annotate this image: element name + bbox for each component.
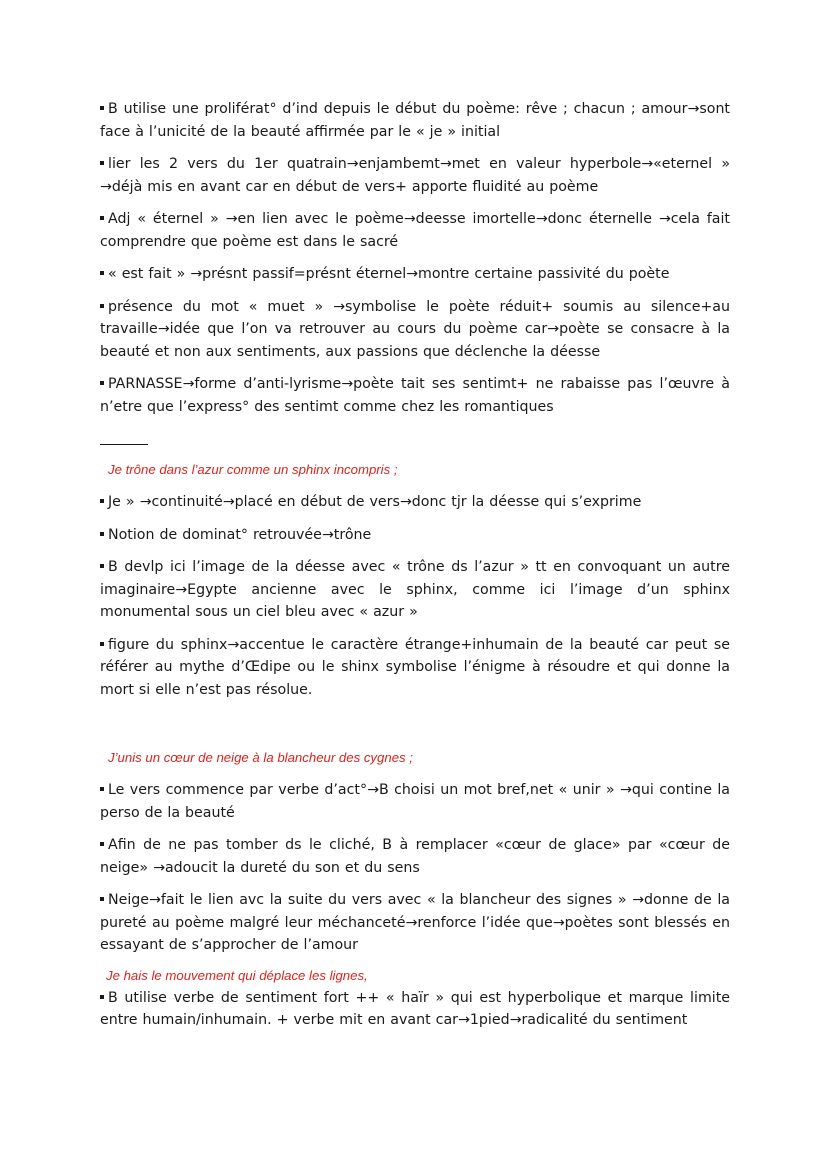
square-bullet-icon [100,161,104,165]
bullet-1-4: « est fait » →présnt passif=présnt éternel→montre certaine passivité du poète [100,263,730,286]
square-bullet-icon [100,642,104,646]
square-bullet-icon [100,271,104,275]
bullet-4-1: B utilise verbe de sentiment fort ++ « haïr » qui est hyperbolique et marque limite entre humain/inhumain. + verbe mit en avant car→1pied→radicalité du sentiment [100,989,730,1028]
square-bullet-icon [100,381,104,385]
square-bullet-icon [100,564,104,568]
bullet-1-2: lier les 2 vers du 1er quatrain→enjambemt→met en valeur hyperbole→«eternel » →déjà mis en avant car en début de vers+ apporte fluidité au poème [100,156,730,195]
bullet-1-5: présence du mot « muet » →symbolise le poète réduit+ soumis au silence+au travaille→idée que l’on va retrouver au cours du poème car→poète se consacre à la beauté et non aux sentiments, aux passions que déclenche la déesse [100,298,730,360]
square-bullet-icon [100,897,104,901]
bullet-3-3: Neige→fait le lien avc la suite du vers avec « la blancheur des signes » →donne de la pureté au poème malgré leur méchanceté→renforce l’idée que→poètes sont blessés en essayant de s’approcher de l’amour [100,892,730,953]
square-bullet-icon [100,532,104,536]
bullet-1-6: PARNASSE→forme d’anti-lyrisme→poète tait ses sentimt+ ne rabaisse pas l’œuvre à n’etre que l’express° des sentimt comme chez les romantiques [100,376,730,415]
verse-quote: J’unis un cœur de neige à la blancheur des cygnes ; [108,750,413,765]
verse-quote: Je trône dans l’azur comme un sphinx incompris ; [108,462,398,477]
bullet-2-4: figure du sphinx→accentue le caractère étrange+inhumain de la beauté car peut se référer au mythe d’Œdipe ou le shinx symbolise l’énigme à résoudre et qui donne la mort si elle n’est pas résolue. [100,636,730,698]
divider-line [100,444,148,445]
square-bullet-icon [100,995,104,999]
bullet-3-1: Le vers commence par verbe d’act°→B choisi un mot bref,net « unir » →qui contine la perso de la beauté [100,782,730,821]
square-bullet-icon [100,216,104,220]
bullet-2-3: B devlp ici l’image de la déesse avec « trône ds l’azur » tt en convoquant un autre imaginaire→Egypte ancienne avec le sphinx, comme ici l’image d’un sphinx monumental sous un ciel bleu avec « azur » [100,559,730,620]
bullet-1-3: Adj « éternel » →en lien avec le poème→deesse imortelle→donc éternelle →cela fait comprendre que poème est dans le sacré [100,211,730,250]
square-bullet-icon [100,304,104,308]
bullet-2-1: Je » →continuité→placé en début de vers→donc tjr la déesse qui s’exprime [100,491,730,514]
bullet-3-2: Afin de ne pas tomber ds le cliché, B à remplacer «cœur de glace» par «cœur de neige» →adoucit la dureté du son et du sens [100,837,730,876]
bullet-1-1: B utilise une proliférat° d’ind depuis le début du poème: rêve ; chacun ; amour→sont face à l’unicité de la beauté affirmée par le « je » initial [100,101,730,140]
notes-page [100,98,730,1042]
square-bullet-icon [100,106,104,110]
verse-quote: Je hais le mouvement qui déplace les lignes, [106,967,368,983]
square-bullet-icon [100,787,104,791]
square-bullet-icon [100,842,104,846]
square-bullet-icon [100,499,104,503]
bullet-2-2: Notion de dominat° retrouvée→trône [100,524,730,547]
